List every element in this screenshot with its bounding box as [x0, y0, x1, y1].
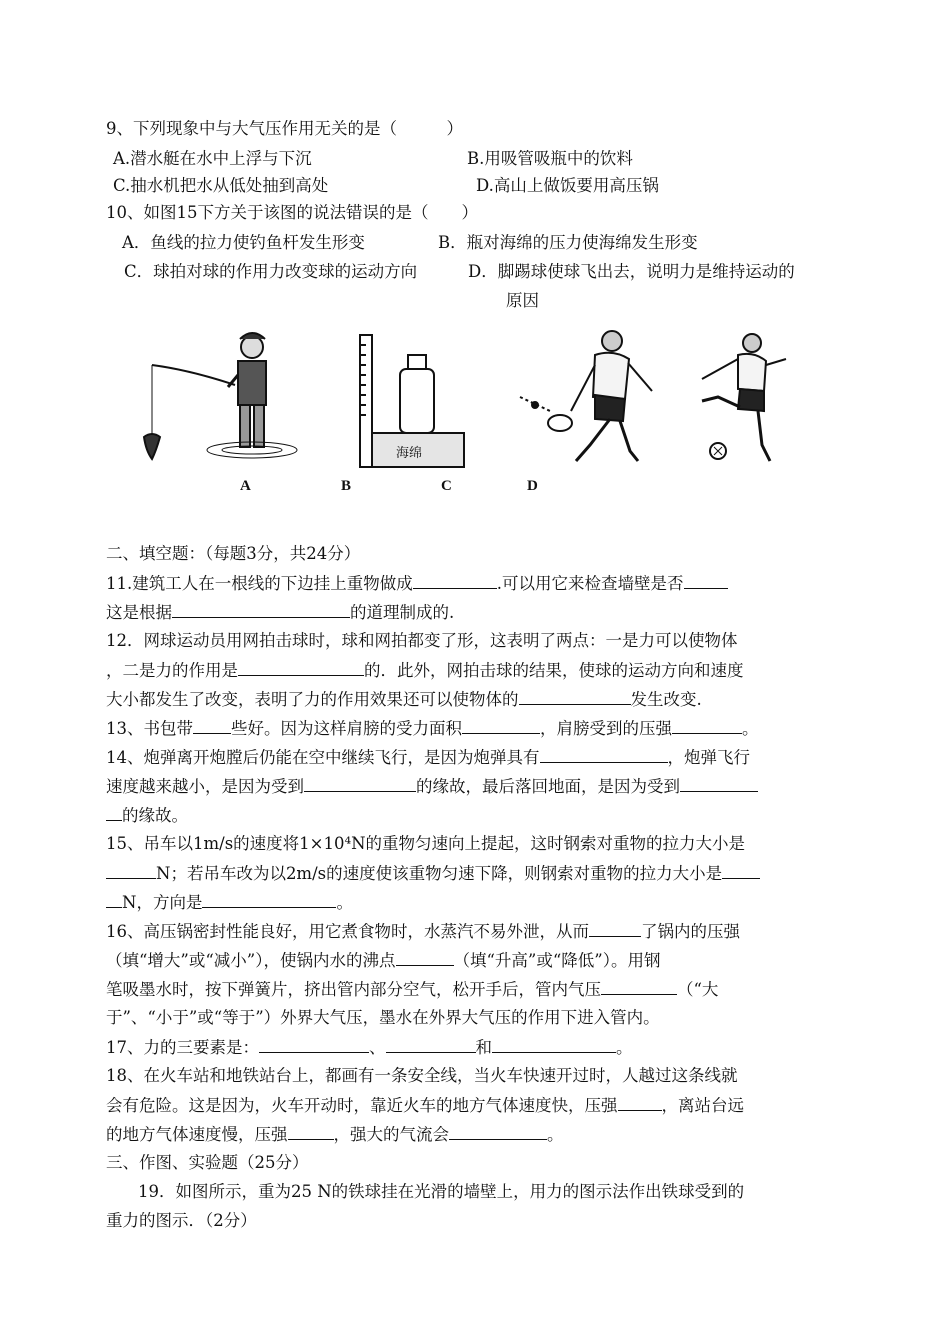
q15-line-1: 15、吊车以1m/s的速度将1×10⁴N的重物匀速向上提起，这时钢索对重物的拉力大小是 — [106, 834, 746, 853]
q16-line-3: 笔吸墨水时，按下弹簧片，挤出管内部分空气，松开手后，管内气压 （“大 — [106, 976, 845, 1003]
q11-blank-1[interactable] — [413, 570, 497, 589]
q15-blank-2[interactable] — [722, 860, 760, 879]
figure-label-b: B — [341, 478, 352, 494]
q12-blank-2[interactable] — [519, 686, 631, 705]
q10-option-d: D．脚踢球使球飞出去，说明力是维持运动的 — [468, 262, 795, 281]
q10-option-a: A．鱼线的拉力使钓鱼杆发生形变 — [122, 233, 365, 252]
q12-line-1: 12．网球运动员用网拍击球时，球和网拍都变了形，这表明了两点：一是力可以使物体 — [106, 631, 738, 650]
q18-blank-2[interactable] — [288, 1121, 334, 1140]
figure-label-a: A — [240, 478, 251, 494]
q14-line-2: 速度越来越小，是因为受到 的缘故，最后落回地面，是因为受到 — [106, 773, 845, 800]
q11-blank-3[interactable] — [172, 599, 350, 618]
q15-blank-1[interactable] — [106, 860, 156, 879]
q14-line-1: 14、炮弹离开炮膛后仍能在空中继续飞行，是因为炮弹具有 ，炮弹飞行 — [106, 744, 845, 771]
q15-line-2: N；若吊车改为以2m/s的速度使该重物匀速下降，则钢索对重物的拉力大小是 — [106, 860, 845, 887]
q13-blank-1[interactable] — [193, 715, 231, 734]
sponge-label: 海绵 — [396, 446, 423, 461]
section-2-title: 二、填空题：（每题3分，共24分） — [106, 544, 361, 563]
q18-line-1: 18、在火车站和地铁站台上，都画有一条安全线，当火车快速开过时，人越过这条线就 — [106, 1066, 738, 1085]
q16-line-1: 16、高压锅密封性能良好，用它煮食物时，水蒸汽不易外泄，从而 了锅内的压强 — [106, 918, 845, 945]
q14-blank-1[interactable] — [540, 744, 668, 763]
q11-line-1: 11.建筑工人在一根线的下边挂上重物做成 .可以用它来检查墙壁是否 — [106, 570, 845, 597]
q17-blank-3[interactable] — [492, 1034, 616, 1053]
q19-line-2: 重力的图示．（2分） — [106, 1211, 257, 1230]
bottle-sponge-illustration — [360, 335, 464, 467]
q14-blank-3[interactable] — [680, 773, 758, 792]
q17-line: 17、力的三要素是： 、 和 。 — [106, 1034, 845, 1061]
q17-blank-2[interactable] — [386, 1034, 476, 1053]
q9-option-b: B.用吸管吸瓶中的饮料 — [467, 149, 633, 168]
q12-line-2: ，二是力的作用是 的．此外，网拍击球的结果，使球的运动方向和速度 — [106, 657, 845, 684]
q13-blank-3[interactable] — [672, 715, 742, 734]
q18-line-2: 会有危险。这是因为，火车开动时，靠近火车的地方气体速度快，压强 ，离站台远 — [106, 1092, 845, 1119]
fisherman-illustration — [144, 333, 297, 459]
q11-line-2: 这是根据 的道理制成的. — [106, 599, 845, 626]
q15-line-3: N，方向是 。 — [106, 889, 845, 916]
tennis-player-illustration — [520, 331, 652, 461]
q19-line-1: 19．如图所示，重为25 N的铁球挂在光滑的墙壁上，用力的图示法作出铁球受到的 — [138, 1182, 745, 1201]
q18-blank-3[interactable] — [449, 1121, 547, 1140]
q13-blank-2[interactable] — [462, 715, 540, 734]
q12-blank-1[interactable] — [238, 657, 364, 676]
q16-blank-2[interactable] — [396, 947, 454, 966]
q14-line-3: 的缘故。 — [106, 802, 845, 829]
q13-line: 13、书包带 些好。因为这样肩膀的受力面积 ，肩膀受到的压强 。 — [106, 715, 845, 742]
q16-blank-1[interactable] — [589, 918, 641, 937]
q10-option-d-cont: 原因 — [506, 291, 539, 310]
figure-label-d: D — [527, 478, 538, 494]
section-3-title: 三、作图、实验题（25分） — [106, 1153, 309, 1172]
q14-blank-2[interactable] — [304, 773, 416, 792]
q10-option-b: B．瓶对海绵的压力使海绵发生形变 — [438, 233, 698, 252]
q10-option-c: C．球拍对球的作用力改变球的运动方向 — [124, 262, 418, 281]
q11-blank-2[interactable] — [684, 570, 728, 589]
q16-line-4: 于”、“小于”或“等于”）外界大气压，墨水在外界大气压的作用下进入管内。 — [106, 1008, 660, 1027]
q10-stem: 10、如图15下方关于该图的说法错误的是（ ） — [106, 203, 478, 222]
figure-label-c: C — [441, 478, 452, 494]
q9-stem: 9、下列现象中与大气压作用无关的是（ ） — [106, 119, 463, 138]
q9-option-c: C.抽水机把水从低处抽到高处 — [113, 176, 329, 195]
q15-blank-2-cont[interactable] — [106, 889, 122, 908]
q9-option-d: D.高山上做饭要用高压锅 — [476, 176, 659, 195]
q17-blank-1[interactable] — [259, 1034, 369, 1053]
q15-blank-3[interactable] — [202, 889, 336, 908]
q18-blank-1[interactable] — [618, 1092, 662, 1111]
q14-blank-3-cont[interactable] — [106, 802, 122, 821]
q18-line-3: 的地方气体速度慢，压强 ，强大的气流会 。 — [106, 1121, 845, 1148]
soccer-player-illustration — [702, 334, 786, 461]
q10-figure — [140, 325, 840, 475]
q16-blank-3[interactable] — [601, 976, 677, 995]
q12-line-3: 大小都发生了改变，表明了力的作用效果还可以使物体的 发生改变. — [106, 686, 845, 713]
q9-option-a: A.潜水艇在水中上浮与下沉 — [113, 149, 312, 168]
q16-line-2: （填“增大”或“减小”），使锅内水的沸点 （填“升高”或“降低”）。用钢 — [106, 947, 845, 974]
